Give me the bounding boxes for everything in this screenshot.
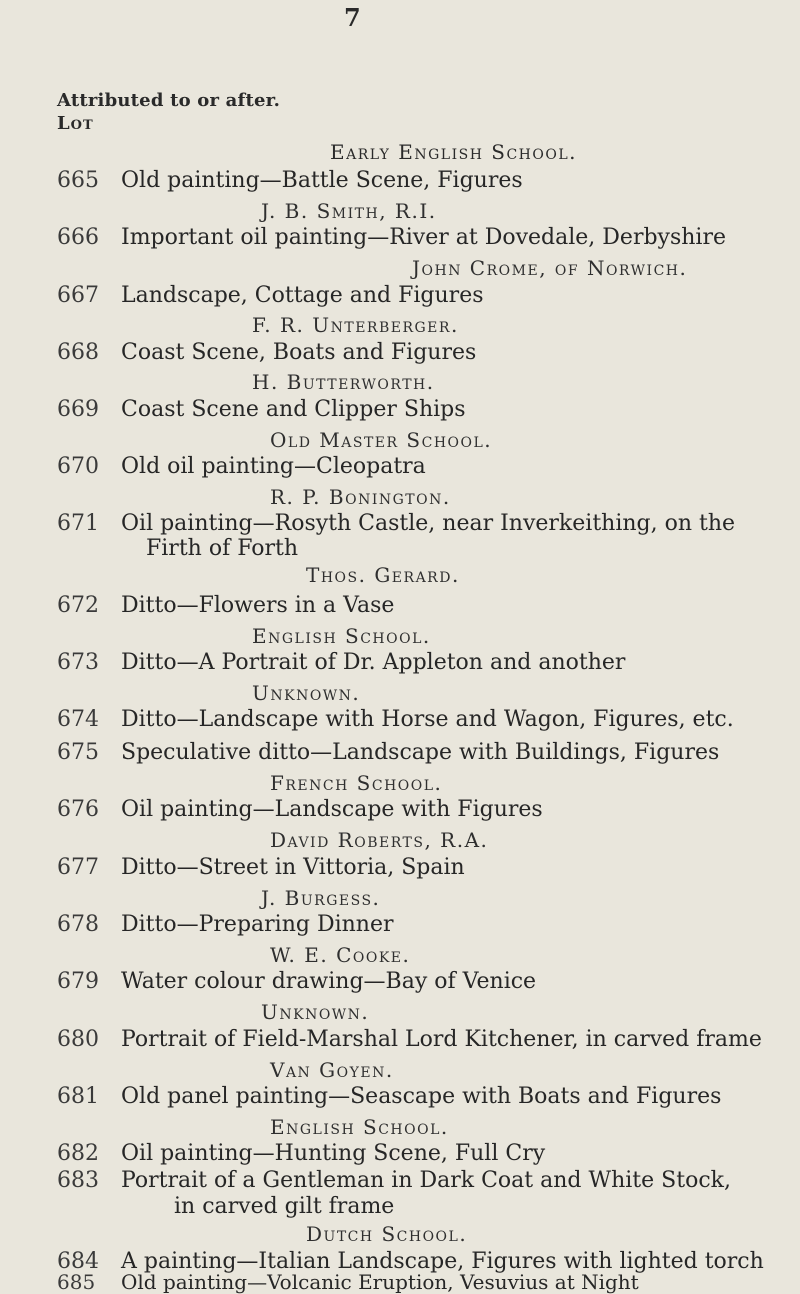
lot-number: 676 bbox=[57, 797, 99, 822]
lot-description: Old panel painting—Seascape with Boats and Figures bbox=[121, 1084, 722, 1109]
lot-number: 665 bbox=[57, 168, 99, 193]
lot-number: 679 bbox=[57, 969, 99, 994]
lot-description: Old oil painting—Cleopatra bbox=[121, 454, 426, 479]
lot-number: 674 bbox=[57, 707, 99, 732]
lot-attribution: Unknown. bbox=[252, 681, 361, 705]
lot-attribution: Van Goyen. bbox=[270, 1058, 394, 1082]
lot-attribution: John Crome, of Norwich. bbox=[412, 256, 688, 280]
lot-attribution: English School. bbox=[252, 624, 431, 648]
lot-description: Ditto—Preparing Dinner bbox=[121, 912, 394, 937]
lot-number: 685 bbox=[57, 1270, 96, 1294]
lot-number: 683 bbox=[57, 1168, 99, 1193]
lot-description: Old painting—Volcanic Eruption, Vesuvius at Night bbox=[121, 1270, 639, 1294]
lot-number: 682 bbox=[57, 1141, 99, 1166]
lot-number: 677 bbox=[57, 855, 99, 880]
lot-description-continued: in carved gilt frame bbox=[174, 1194, 395, 1219]
lot-number: 666 bbox=[57, 225, 99, 250]
lot-number: 672 bbox=[57, 593, 99, 618]
lot-description: A painting—Italian Landscape, Figures with lighted torch bbox=[121, 1249, 764, 1274]
lot-attribution: H. Butterworth. bbox=[252, 370, 435, 394]
lot-number: 669 bbox=[57, 397, 99, 422]
page-number: 7 bbox=[344, 3, 361, 32]
lot-description: Landscape, Cottage and Figures bbox=[121, 283, 484, 308]
lot-number: 680 bbox=[57, 1027, 99, 1052]
lot-description: Coast Scene, Boats and Figures bbox=[121, 340, 477, 365]
lot-description: Portrait of a Gentleman in Dark Coat and White Stock, bbox=[121, 1168, 731, 1193]
lot-attribution: R. P. Bonington. bbox=[270, 485, 451, 509]
lot-attribution: Thos. Gerard. bbox=[306, 563, 460, 587]
lot-attribution: Dutch School. bbox=[306, 1222, 468, 1246]
lot-attribution: F. R. Unterberger. bbox=[252, 313, 459, 337]
lot-description: Portrait of Field-Marshal Lord Kitchener, in carved frame bbox=[121, 1027, 762, 1052]
lot-attribution: French School. bbox=[270, 771, 443, 795]
lot-attribution: Old Master School. bbox=[270, 428, 493, 452]
lot-description: Oil painting—Hunting Scene, Full Cry bbox=[121, 1141, 546, 1166]
lot-description: Old painting—Battle Scene, Figures bbox=[121, 168, 523, 193]
lot-description: Ditto—Landscape with Horse and Wagon, Figures, etc. bbox=[121, 707, 734, 732]
lot-attribution: David Roberts, R.A. bbox=[270, 828, 489, 852]
lot-attribution: J. B. Smith, R.I. bbox=[261, 199, 437, 223]
lot-number: 684 bbox=[57, 1249, 99, 1274]
lot-column-label: Lot bbox=[57, 113, 94, 134]
lot-description: Oil painting—Rosyth Castle, near Inverkeithing, on the bbox=[121, 511, 736, 536]
lot-number: 678 bbox=[57, 912, 99, 937]
lot-description: Important oil painting—River at Dovedale, Derbyshire bbox=[121, 225, 726, 250]
section-heading: Attributed to or after. bbox=[57, 90, 281, 111]
lot-description: Ditto—Flowers in a Vase bbox=[121, 593, 395, 618]
lot-attribution: English School. bbox=[270, 1115, 449, 1139]
lot-number: 671 bbox=[57, 511, 99, 536]
attribution-heading: Early English School. bbox=[330, 140, 578, 164]
lot-attribution: Unknown. bbox=[261, 1000, 370, 1024]
lot-description: Ditto—Street in Vittoria, Spain bbox=[121, 855, 465, 880]
lot-attribution: W. E. Cooke. bbox=[270, 943, 411, 967]
lot-number: 673 bbox=[57, 650, 99, 675]
lot-number: 675 bbox=[57, 740, 99, 765]
lot-number: 670 bbox=[57, 454, 99, 479]
lot-number: 668 bbox=[57, 340, 99, 365]
lot-description-continued: Firth of Forth bbox=[146, 536, 299, 561]
lot-attribution: J. Burgess. bbox=[261, 886, 381, 910]
lot-number: 667 bbox=[57, 283, 99, 308]
lot-description: Water colour drawing—Bay of Venice bbox=[121, 969, 537, 994]
lot-description: Coast Scene and Clipper Ships bbox=[121, 397, 466, 422]
lot-description: Speculative ditto—Landscape with Buildings, Figures bbox=[121, 740, 720, 765]
lot-number: 681 bbox=[57, 1084, 99, 1109]
lot-description: Oil painting—Landscape with Figures bbox=[121, 797, 543, 822]
lot-description: Ditto—A Portrait of Dr. Appleton and another bbox=[121, 650, 626, 675]
